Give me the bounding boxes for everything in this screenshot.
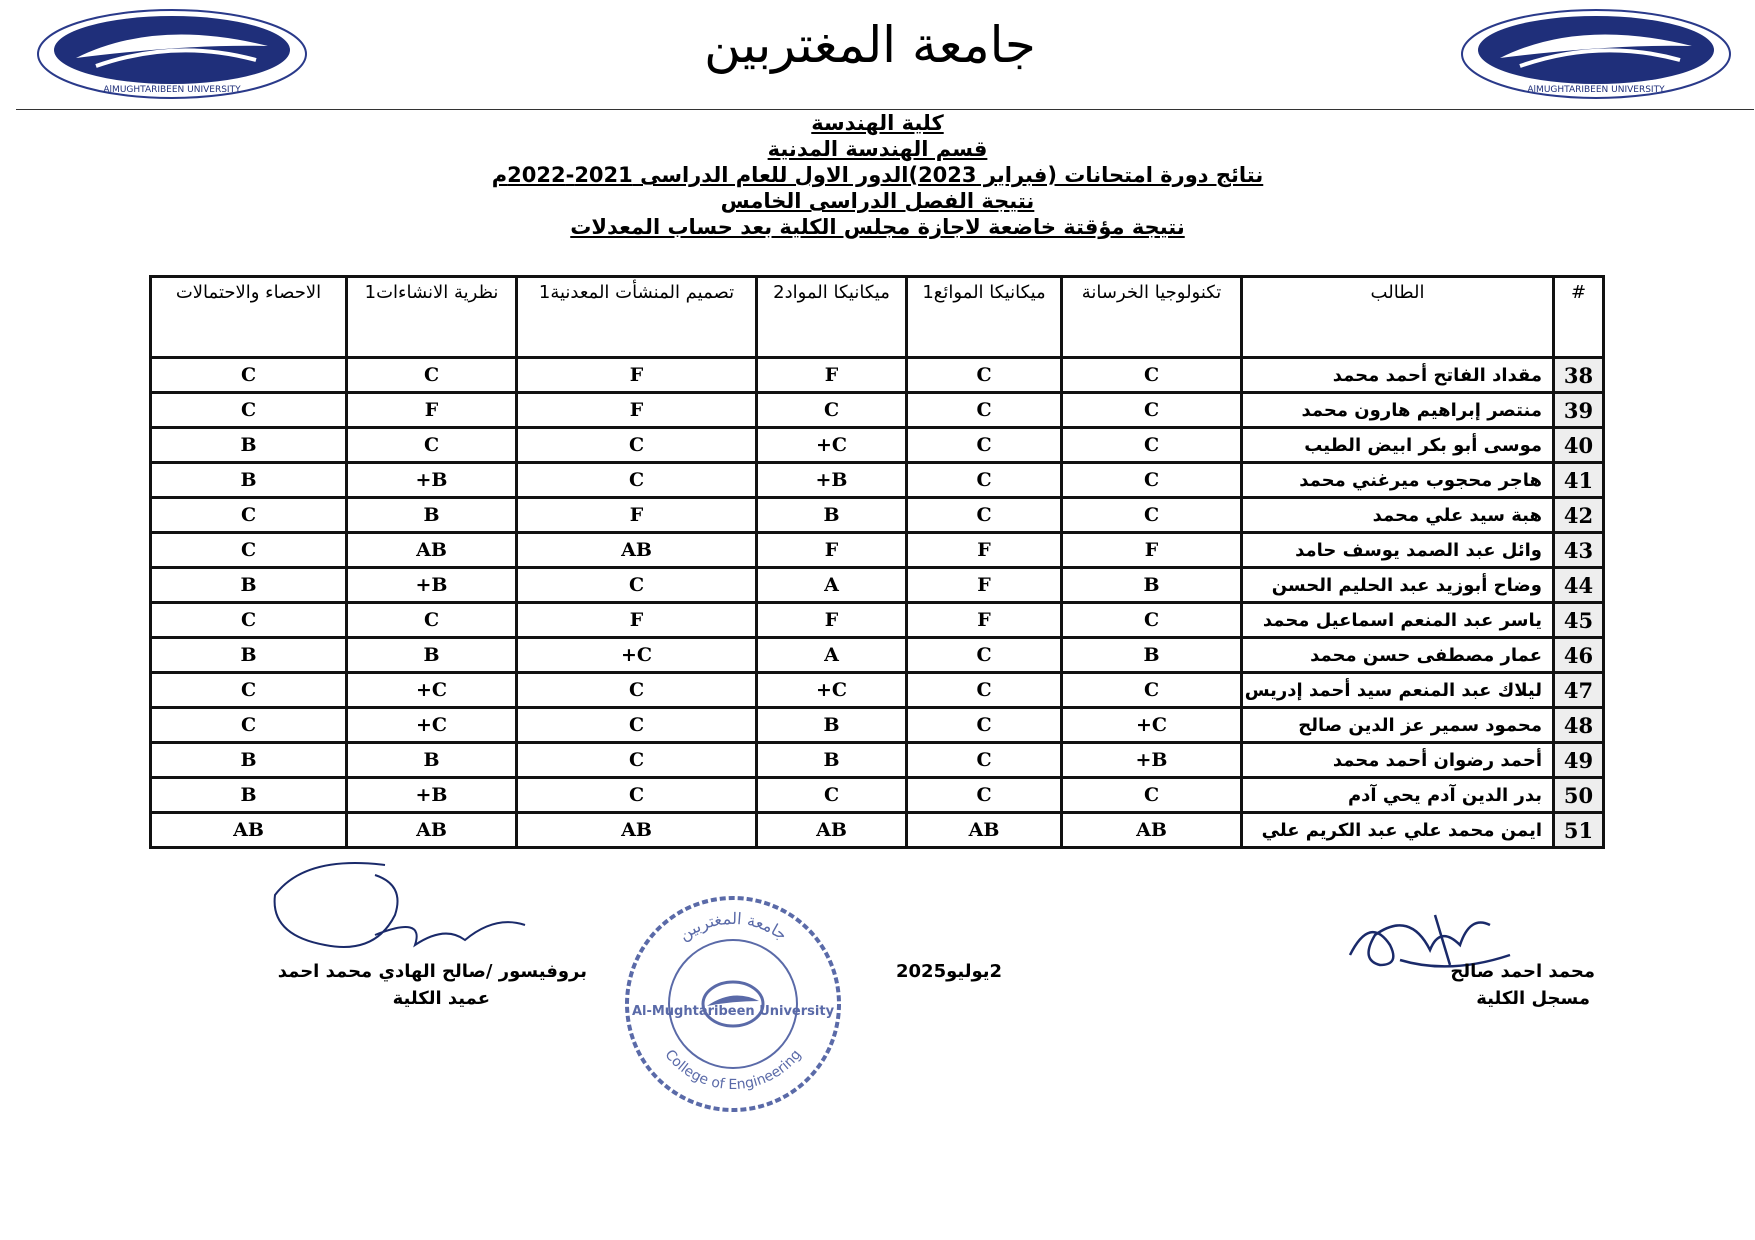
grade-structural-theory-1: B [347, 498, 517, 533]
grade-concrete-technology: C [1062, 673, 1242, 708]
grade-concrete-technology: C [1062, 358, 1242, 393]
stamp-text-arabic: جامعة المغتربين [675, 908, 791, 945]
row-number: 40 [1554, 428, 1604, 463]
grade-steel-design-1: C [517, 428, 757, 463]
student-name: مقداد الفاتح أحمد محمد [1242, 358, 1554, 393]
row-number: 42 [1554, 498, 1604, 533]
grade-structural-theory-1: C+ [347, 708, 517, 743]
row-number: 48 [1554, 708, 1604, 743]
grade-structural-theory-1: C [347, 428, 517, 463]
university-name: جامعة المغتربين [704, 16, 1036, 74]
grade-mechanics-of-materials-2: B+ [757, 463, 907, 498]
table-row [151, 463, 1604, 498]
grade-concrete-technology: C [1062, 393, 1242, 428]
exam-session-title: نتائج دورة امتحانات (فبراير 2023)الدور الاول للعام الدراسى 2021-2022م [491, 163, 1264, 187]
table-row [151, 638, 1604, 673]
grade-mechanics-of-materials-2: B [757, 498, 907, 533]
student-name: بدر الدين آدم يحي آدم [1242, 778, 1554, 813]
department-title: قسم الهندسة المدنية [767, 137, 988, 161]
logo-text-en: AlMUGHTARIBEEN UNIVERSITY [1527, 85, 1665, 95]
grade-statistics-probability: B [151, 428, 347, 463]
grade-steel-design-1: C [517, 743, 757, 778]
student-name: هبة سيد علي محمد [1242, 498, 1554, 533]
column-header-mechanics-of-materials-2: ميكانيكا المواد2 [757, 277, 907, 358]
row-number: 50 [1554, 778, 1604, 813]
student-name: ياسر عبد المنعم اسماعيل محمد [1242, 603, 1554, 638]
student-name: وائل عبد الصمد يوسف حامد [1242, 533, 1554, 568]
column-header-student: الطالب [1242, 277, 1554, 358]
row-number: 47 [1554, 673, 1604, 708]
table-row [151, 568, 1604, 603]
dean-name: بروفيسور /صالح الهادي محمد احمد [277, 961, 587, 982]
grade-structural-theory-1: B [347, 743, 517, 778]
grade-fluid-mechanics-1: C [907, 393, 1062, 428]
grade-concrete-technology: F [1062, 533, 1242, 568]
column-header-fluid-mechanics-1: ميكانيكا الموائع1 [907, 277, 1062, 358]
grade-fluid-mechanics-1: C [907, 708, 1062, 743]
column-header-concrete-technology: تكنولوجيا الخرسانة [1062, 277, 1242, 358]
registrar-title: مسجل الكلية [1476, 988, 1590, 1009]
results-table [149, 275, 1605, 849]
column-header-steel-design-1: تصميم المنشأت المعدنية1 [517, 277, 757, 358]
row-number: 51 [1554, 813, 1604, 848]
grade-statistics-probability: AB [151, 813, 347, 848]
grade-statistics-probability: C [151, 603, 347, 638]
provisional-note: نتيجة مؤقتة خاضعة لاجازة مجلس الكلية بعد حساب المعدلات [570, 215, 1185, 239]
grade-statistics-probability: C [151, 708, 347, 743]
grade-mechanics-of-materials-2: B [757, 708, 907, 743]
grade-mechanics-of-materials-2: AB [757, 813, 907, 848]
student-name: هاجر محجوب ميرغني محمد [1242, 463, 1554, 498]
table-row [151, 778, 1604, 813]
grade-steel-design-1: C+ [517, 638, 757, 673]
grade-steel-design-1: AB [517, 813, 757, 848]
grade-statistics-probability: B [151, 638, 347, 673]
grade-concrete-technology: C [1062, 778, 1242, 813]
grade-concrete-technology: C+ [1062, 708, 1242, 743]
row-number: 41 [1554, 463, 1604, 498]
dean-title: عميد الكلية [392, 988, 490, 1009]
table-row [151, 498, 1604, 533]
table-row [151, 743, 1604, 778]
grade-fluid-mechanics-1: F [907, 533, 1062, 568]
grade-steel-design-1: F [517, 603, 757, 638]
grade-structural-theory-1: B+ [347, 568, 517, 603]
row-number: 46 [1554, 638, 1604, 673]
row-number: 39 [1554, 393, 1604, 428]
logo-text-en: AlMUGHTARIBEEN UNIVERSITY [103, 85, 241, 95]
row-number: 43 [1554, 533, 1604, 568]
grade-structural-theory-1: AB [347, 813, 517, 848]
grade-concrete-technology: AB [1062, 813, 1242, 848]
college-stamp [622, 893, 844, 1115]
grade-steel-design-1: C [517, 708, 757, 743]
grade-structural-theory-1: AB [347, 533, 517, 568]
grade-mechanics-of-materials-2: C+ [757, 428, 907, 463]
grade-fluid-mechanics-1: C [907, 463, 1062, 498]
table-row [151, 708, 1604, 743]
student-name: محمود سمير عز الدين صالح [1242, 708, 1554, 743]
grade-structural-theory-1: C+ [347, 673, 517, 708]
grade-mechanics-of-materials-2: A [757, 638, 907, 673]
row-number: 49 [1554, 743, 1604, 778]
registrar-name: محمد احمد صالح [1450, 961, 1595, 982]
document-headings [0, 110, 1755, 240]
grade-steel-design-1: C [517, 673, 757, 708]
grade-fluid-mechanics-1: F [907, 568, 1062, 603]
table-row [151, 673, 1604, 708]
table-header-row [151, 277, 1604, 358]
student-name: موسى أبو بكر ابيض الطيب [1242, 428, 1554, 463]
table-row [151, 533, 1604, 568]
grade-concrete-technology: C [1062, 428, 1242, 463]
grade-statistics-probability: B [151, 463, 347, 498]
grade-mechanics-of-materials-2: C [757, 778, 907, 813]
grade-statistics-probability: B [151, 568, 347, 603]
grade-statistics-probability: C [151, 673, 347, 708]
grade-steel-design-1: AB [517, 533, 757, 568]
grade-statistics-probability: B [151, 778, 347, 813]
student-name: وضاح أبوزيد عبد الحليم الحسن [1242, 568, 1554, 603]
grade-fluid-mechanics-1: C [907, 498, 1062, 533]
grade-steel-design-1: F [517, 358, 757, 393]
university-logo-left [36, 8, 308, 100]
grade-structural-theory-1: B+ [347, 463, 517, 498]
row-number: 38 [1554, 358, 1604, 393]
grade-statistics-probability: C [151, 533, 347, 568]
document-date: 2يوليو2025 [896, 961, 1003, 982]
grade-steel-design-1: F [517, 498, 757, 533]
grade-structural-theory-1: C [347, 358, 517, 393]
grade-structural-theory-1: B+ [347, 778, 517, 813]
grade-fluid-mechanics-1: C [907, 778, 1062, 813]
svg-text:College of Engineering [661, 1047, 804, 1093]
grade-statistics-probability: C [151, 393, 347, 428]
column-header-structural-theory-1: نظرية الانشاءات1 [347, 277, 517, 358]
student-name: ايمن محمد علي عبد الكريم علي [1242, 813, 1554, 848]
grade-fluid-mechanics-1: C [907, 428, 1062, 463]
student-name: ليلاك عبد المنعم سيد أحمد إدريس [1242, 673, 1554, 708]
grade-concrete-technology: C [1062, 498, 1242, 533]
grade-statistics-probability: C [151, 498, 347, 533]
grade-fluid-mechanics-1: C [907, 743, 1062, 778]
grade-concrete-technology: C [1062, 463, 1242, 498]
grade-mechanics-of-materials-2: C+ [757, 673, 907, 708]
grade-concrete-technology: B+ [1062, 743, 1242, 778]
grade-fluid-mechanics-1: F [907, 603, 1062, 638]
student-name: عمار مصطفى حسن محمد [1242, 638, 1554, 673]
grade-mechanics-of-materials-2: F [757, 358, 907, 393]
grade-concrete-technology: C [1062, 603, 1242, 638]
university-logo-right [1460, 8, 1732, 100]
stamp-text-university: Al-Mughtaribeen University [631, 1004, 835, 1019]
grade-statistics-probability: C [151, 358, 347, 393]
grade-steel-design-1: C [517, 778, 757, 813]
grade-statistics-probability: B [151, 743, 347, 778]
grade-fluid-mechanics-1: C [907, 358, 1062, 393]
results-body [151, 358, 1604, 848]
grade-fluid-mechanics-1: C [907, 638, 1062, 673]
student-name: منتصر إبراهيم هارون محمد [1242, 393, 1554, 428]
grade-structural-theory-1: C [347, 603, 517, 638]
stamp-text-college: College of Engineering [661, 1046, 805, 1094]
grade-concrete-technology: B [1062, 568, 1242, 603]
grade-steel-design-1: F [517, 393, 757, 428]
student-name: أحمد رضوان أحمد محمد [1242, 743, 1554, 778]
row-number: 45 [1554, 603, 1604, 638]
dean-signature [265, 855, 535, 965]
table-row [151, 603, 1604, 638]
grade-steel-design-1: C [517, 463, 757, 498]
faculty-title: كلية الهندسة [811, 111, 944, 135]
column-header-number: # [1554, 277, 1604, 358]
grade-mechanics-of-materials-2: F [757, 603, 907, 638]
table-row [151, 813, 1604, 848]
grade-mechanics-of-materials-2: C [757, 393, 907, 428]
row-number: 44 [1554, 568, 1604, 603]
grade-mechanics-of-materials-2: B [757, 743, 907, 778]
table-row [151, 428, 1604, 463]
grade-structural-theory-1: B [347, 638, 517, 673]
grade-steel-design-1: C [517, 568, 757, 603]
table-row [151, 358, 1604, 393]
grade-fluid-mechanics-1: C [907, 673, 1062, 708]
column-header-statistics-probability: الاحصاء والاحتمالات [151, 277, 347, 358]
grade-concrete-technology: B [1062, 638, 1242, 673]
semester-title: نتيجة الفصل الدراسى الخامس [720, 189, 1035, 213]
grade-fluid-mechanics-1: AB [907, 813, 1062, 848]
grade-mechanics-of-materials-2: A [757, 568, 907, 603]
grade-structural-theory-1: F [347, 393, 517, 428]
grade-mechanics-of-materials-2: F [757, 533, 907, 568]
table-row [151, 393, 1604, 428]
